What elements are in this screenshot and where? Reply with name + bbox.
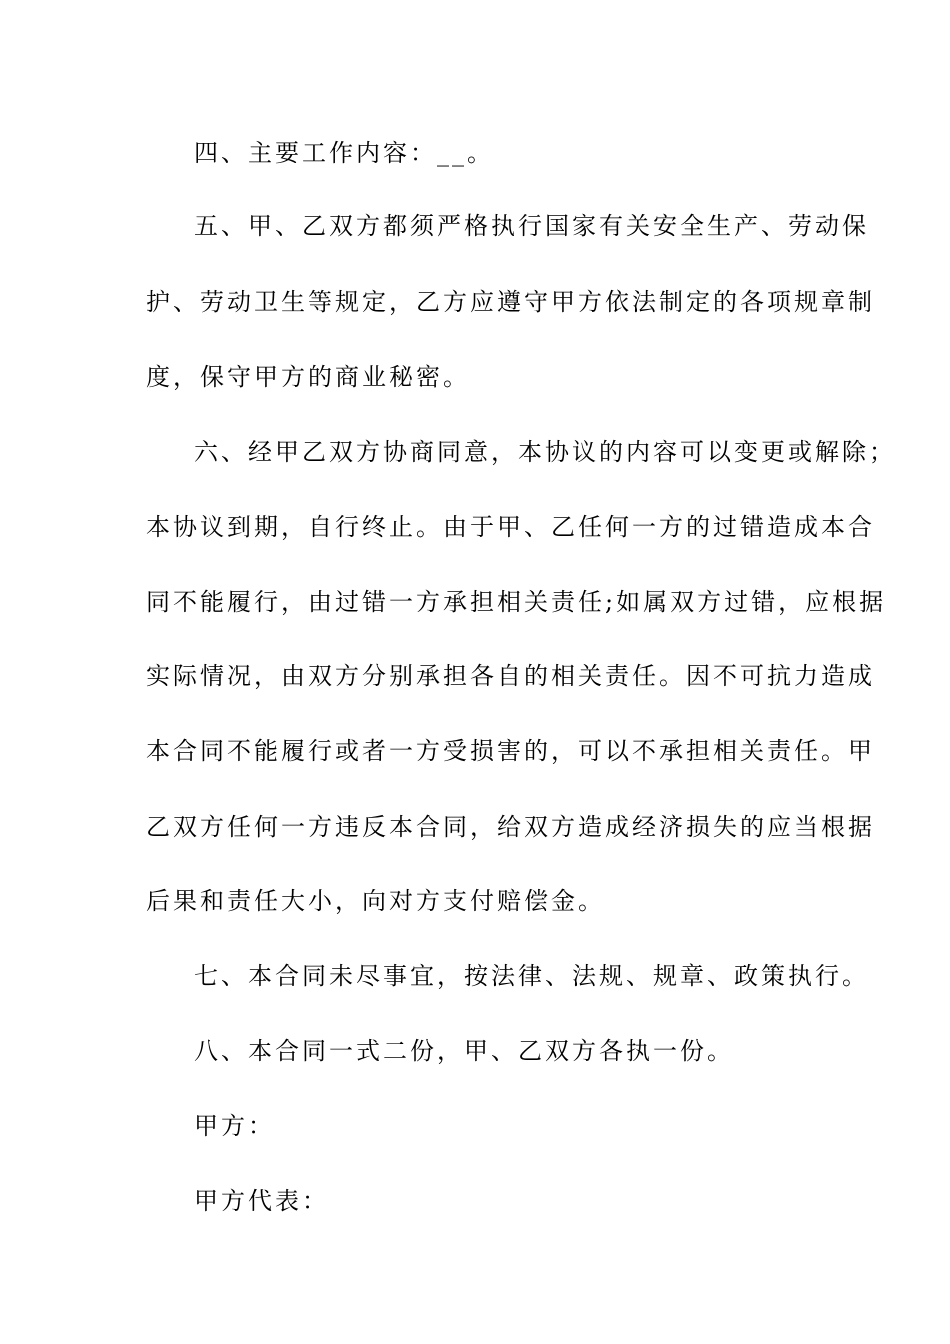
clause-4-line: 四、主要工作内容：__。 [194,139,494,167]
clause-7-line: 七、本合同未尽事宜，按法律、法规、规章、政策执行。 [194,962,869,990]
clause-5-line-1: 五、甲、乙双方都须严格执行国家有关安全生产、劳动保 [194,212,869,240]
clause-8-line: 八、本合同一式二份，甲、乙双方各执一份。 [194,1037,734,1065]
party-a-representative-label: 甲方代表： [194,1187,329,1215]
clause-6-line-4: 实际情况，由双方分别承担各自的相关责任。因不可抗力造成 [146,662,875,690]
clause-6-line-6: 乙双方任何一方违反本合同，给双方造成经济损失的应当根据 [146,813,875,841]
clause-5-line-2: 护、劳动卫生等规定，乙方应遵守甲方依法制定的各项规章制 [146,288,875,316]
clause-6-line-2: 本协议到期，自行终止。由于甲、乙任何一方的过错造成本合 [146,513,875,541]
party-a-label: 甲方： [194,1112,275,1140]
clause-6-line-1: 六、经甲乙双方协商同意，本协议的内容可以变更或解除； [194,438,896,466]
clause-5-line-3: 度，保守甲方的商业秘密。 [146,363,470,391]
clause-6-line-7: 后果和责任大小，向对方支付赔偿金。 [146,887,605,915]
clause-6-line-3: 同不能履行，由过错一方承担相关责任;如属双方过错，应根据 [146,588,887,616]
clause-6-line-5: 本合同不能履行或者一方受损害的，可以不承担相关责任。甲 [146,737,875,765]
